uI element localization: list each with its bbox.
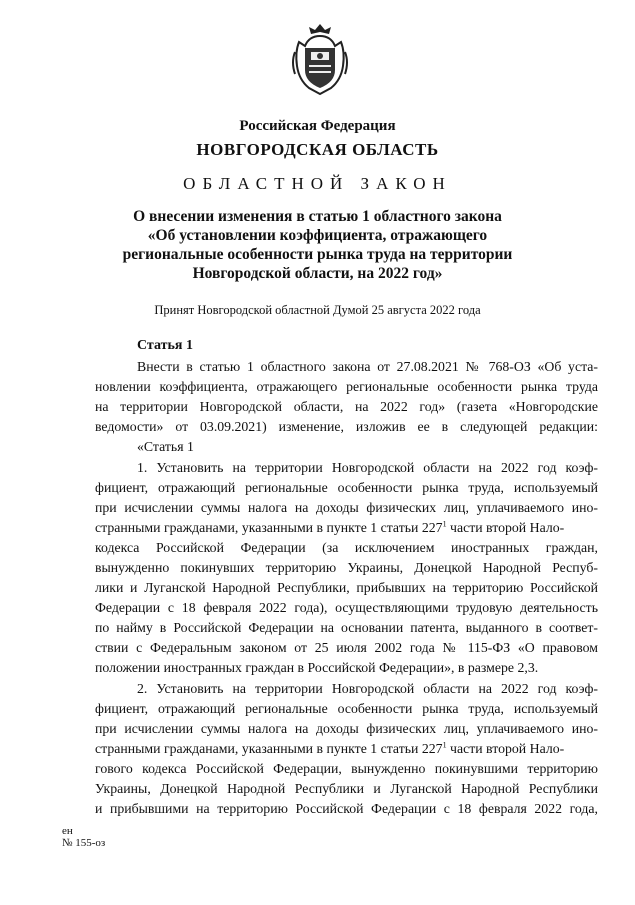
text-line: при исчислении суммы налога на доходы физических лиц, уплачиваемого ино-: [95, 500, 598, 515]
text-line: фициент, отражающий региональные особенности рынка труда, используемый: [95, 480, 598, 495]
coat-of-arms-emblem: [291, 22, 349, 98]
text-line: и прибывшими на территорию Российской Федерации с 18 февраля 2022 года,: [95, 801, 598, 816]
text-line: 2. Установить на территории Новгородской области на 2022 год коэф-: [137, 681, 598, 696]
text-line: новлении коэффициента, отражающего региональные особенности рынка труда: [95, 379, 598, 394]
law-title-line: «Об установлении коэффициента, отражающего: [147, 227, 488, 244]
law-type: ОБЛАСТНОЙ ЗАКОН: [183, 174, 452, 193]
text-line: вынужденно покинувших территорию Украины, Донецкой Народной Респуб-: [95, 560, 598, 575]
text-line: ведомости» от 03.09.2021) изменение, изложив ее в следующей редакции:: [95, 419, 598, 434]
law-title-line: О внесении изменения в статью 1 областного закона: [133, 208, 502, 225]
text-line: лики и Луганской Народной Республики, прибывших на территорию Российской: [95, 580, 598, 595]
region-name: НОВГОРОДСКАЯ ОБЛАСТЬ: [196, 140, 439, 159]
text-line: кодекса Российской Федерации (за исключением иностранных граждан,: [95, 540, 598, 555]
text-segment: странными гражданами, указанными в пункте 1 статьи 227: [95, 741, 443, 756]
text-line: гового кодекса Российской Федерации, вынужденно покинувшими территорию: [95, 761, 598, 776]
text-line: «Статья 1: [137, 439, 194, 454]
text-line: фициент, отражающий региональные особенности рынка труда, используемый: [95, 701, 598, 716]
text-line-with-sup: [95, 518, 598, 537]
law-title-line: Новгородской области, на 2022 год»: [192, 265, 443, 282]
footer-law-number: № 155-оз: [62, 837, 106, 849]
text-segment: странными гражданами, указанными в пункте 1 статьи 227: [95, 520, 443, 535]
country-name: Российская Федерация: [239, 118, 396, 134]
text-line: при исчислении суммы налога на доходы физических лиц, уплачиваемого ино-: [95, 721, 598, 736]
footer-initials: ен: [62, 825, 73, 837]
text-line-with-sup: [95, 739, 598, 758]
text-line: на территории Новгородской области, на 2022 год» (газета «Новгородские: [95, 399, 598, 414]
text-line: положении иностранных граждан в Российской Федерации», в размере 2,3.: [95, 660, 539, 675]
text-line: по найму в Российской Федерации на основании патента, выданного в соответ-: [95, 620, 598, 635]
law-title: [0, 207, 635, 283]
text-line: 1. Установить на территории Новгородской области на 2022 год коэф-: [137, 460, 598, 475]
superscript: 1: [442, 519, 447, 529]
text-segment: части второй Нало-: [446, 520, 565, 535]
law-title-line: региональные особенности рынка труда на территории: [122, 246, 513, 263]
text-line: Внести в статью 1 областного закона от 27.08.2021 № 768-ОЗ «Об уста-: [137, 359, 598, 374]
text-line: Федерации с 18 февраля 2022 года), осуществляющими трудовую деятельность: [95, 600, 598, 615]
text-line: Украины, Донецкой Народной Республики и Луганской Народной Республики: [95, 781, 598, 796]
text-line: ствии с Федеральным законом от 25 июля 2002 года № 115-ФЗ «О правовом: [95, 640, 598, 655]
superscript: 1: [442, 740, 447, 750]
adoption-note: Принят Новгородской областной Думой 25 августа 2022 года: [154, 303, 481, 317]
article-heading: Статья 1: [137, 338, 193, 353]
text-segment: части второй Нало-: [446, 741, 565, 756]
